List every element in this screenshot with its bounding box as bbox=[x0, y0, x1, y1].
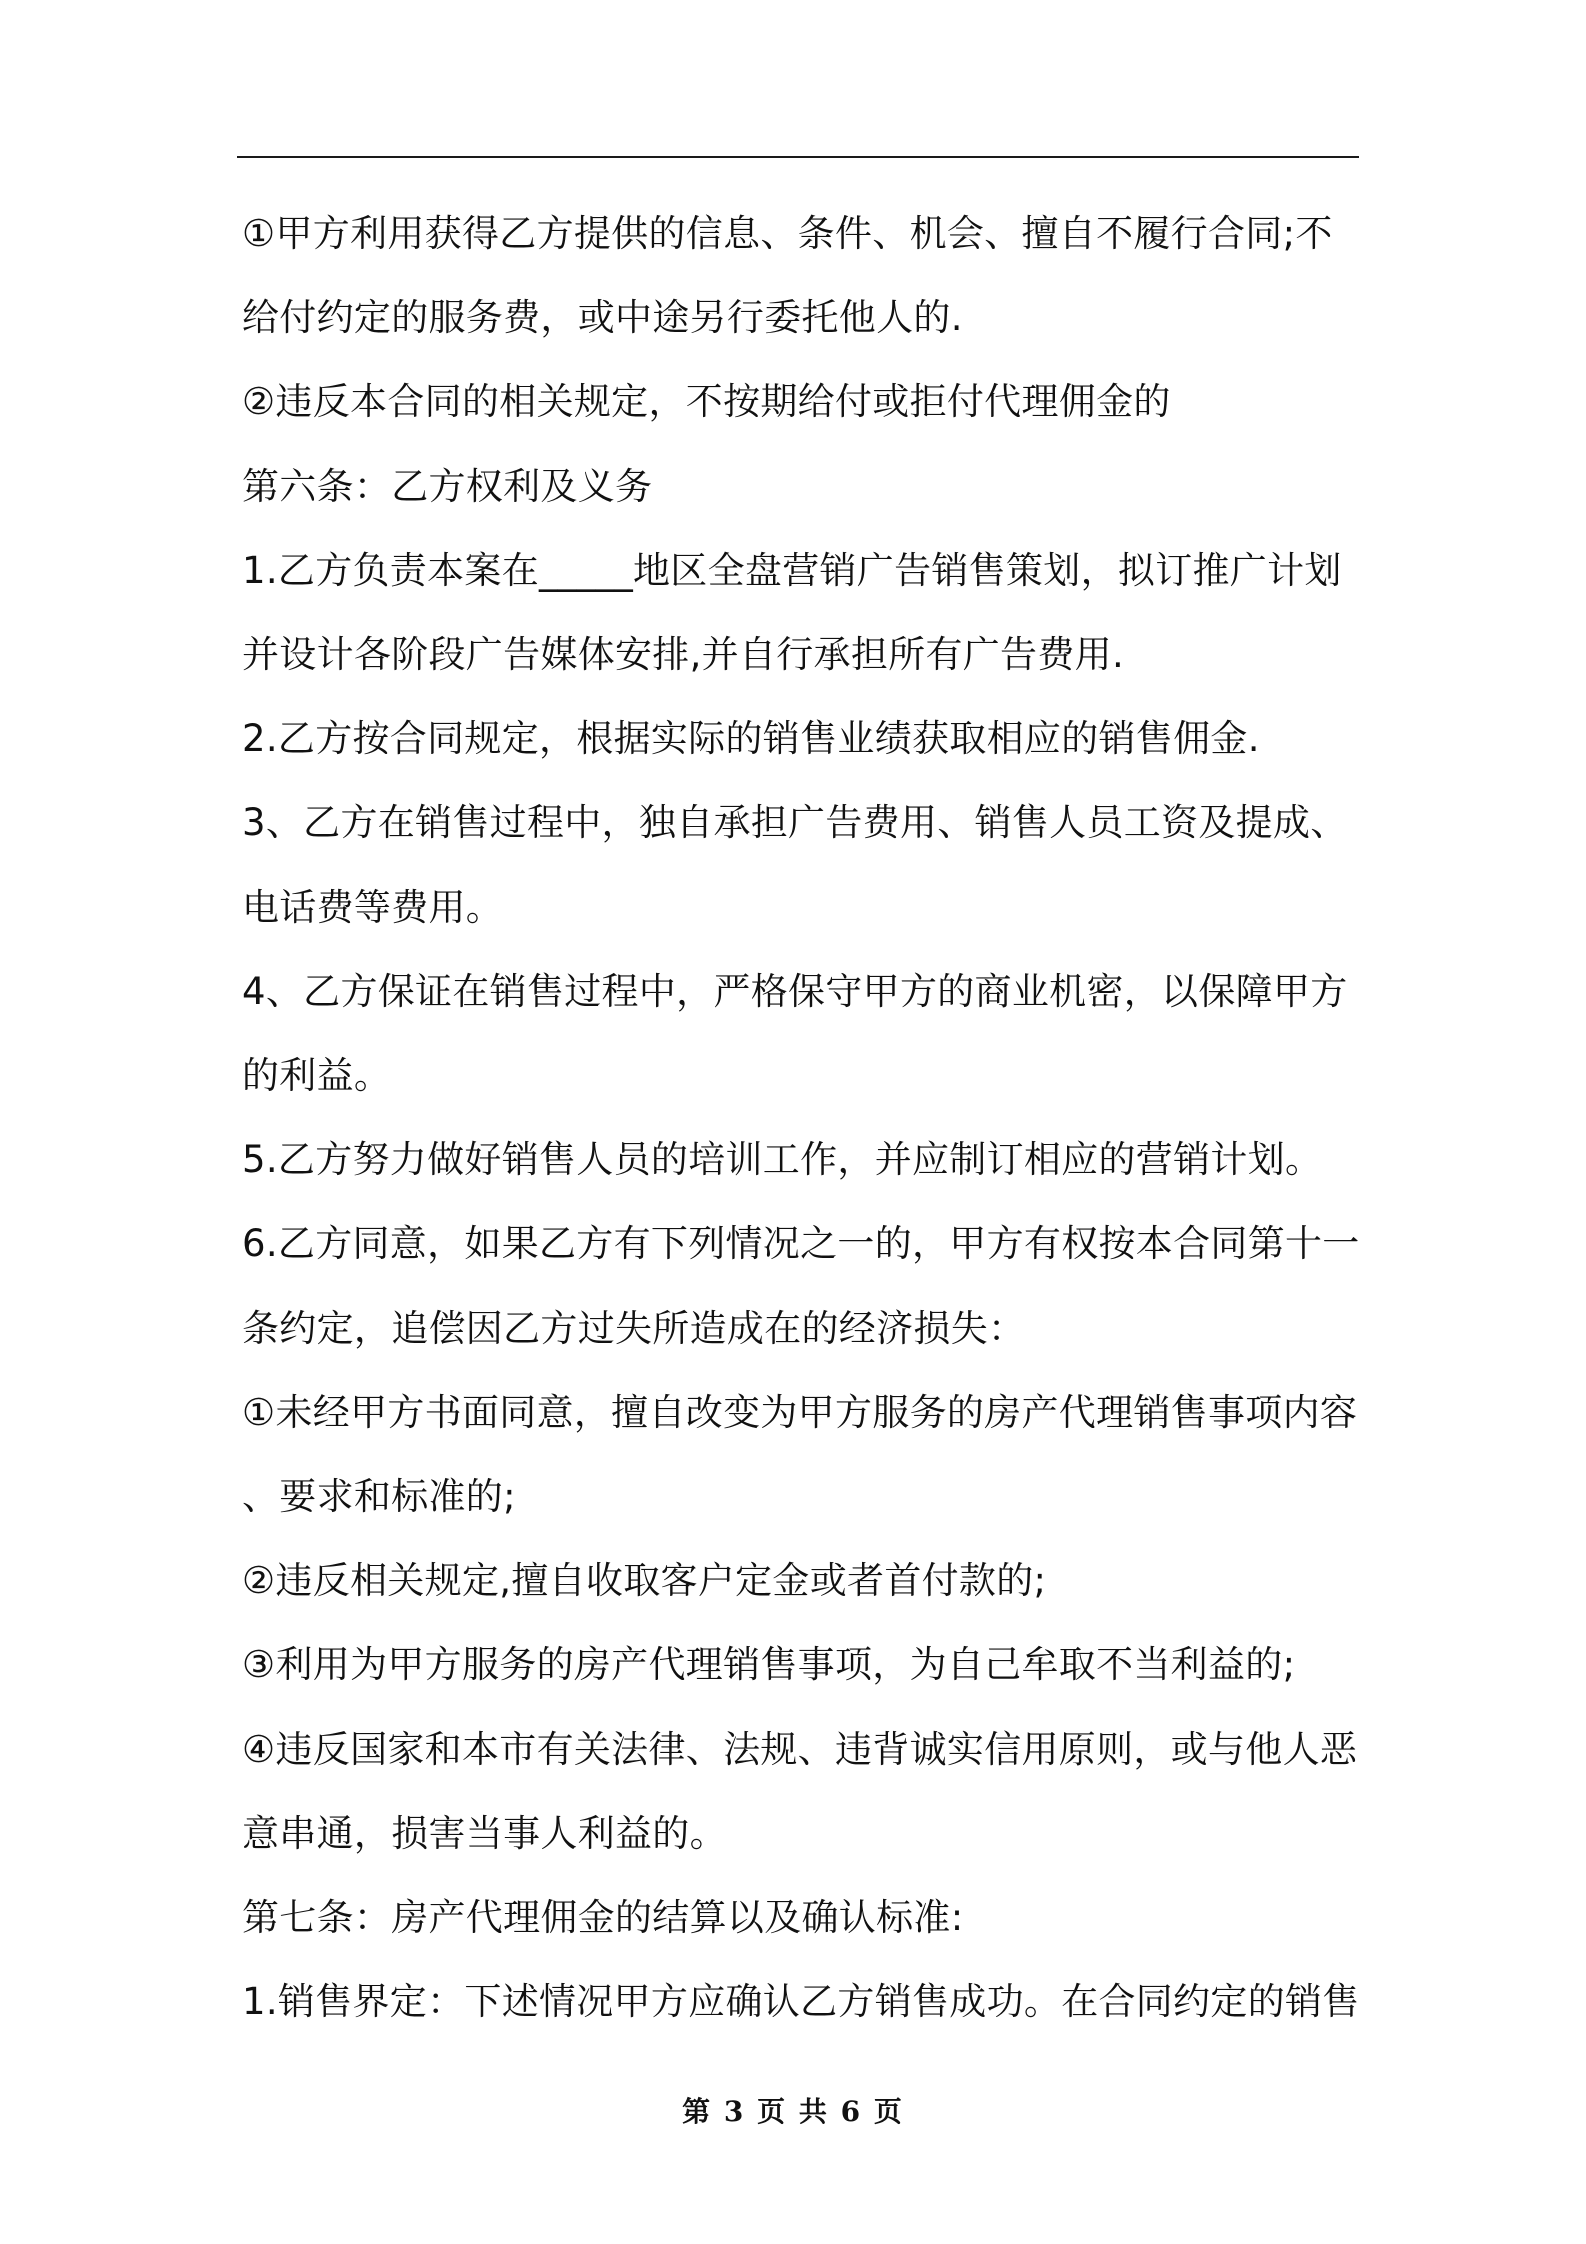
header-rule bbox=[237, 156, 1359, 158]
text-line: 的利益。 bbox=[242, 1054, 392, 1098]
text-line: 6.乙方同意，如果乙方有下列情况之一的，甲方有权按本合同第十一 bbox=[242, 1222, 1360, 1266]
page-number: 第 3 页 共 6 页 bbox=[682, 2095, 904, 2128]
text-line: 并设计各阶段广告媒体安排,并自行承担所有广告费用. bbox=[242, 633, 1125, 677]
text-line: 电话费等费用。 bbox=[242, 885, 504, 929]
text-line: ①甲方利用获得乙方提供的信息、条件、机会、擅自不履行合同;不 bbox=[242, 212, 1333, 255]
text-line: ②违反本合同的相关规定，不按期给付或拒付代理佣金的 bbox=[242, 380, 1171, 424]
section-heading: 第七条：房产代理佣金的结算以及确认标准: bbox=[242, 1896, 964, 1940]
text-line: ①未经甲方书面同意，擅自改变为甲方服务的房产代理销售事项内容 bbox=[242, 1390, 1358, 1434]
text-line: 意串通，损害当事人利益的。 bbox=[242, 1811, 727, 1855]
text-line: 给付约定的服务费，或中途另行委托他人的. bbox=[242, 296, 963, 340]
text-line: 1.销售界定：下述情况甲方应确认乙方销售成功。在合同约定的销售 bbox=[242, 1980, 1360, 2024]
text-line: 3、乙方在销售过程中，独自承担广告费用、销售人员工资及提成、 bbox=[242, 801, 1348, 845]
text-line: 、要求和标准的; bbox=[242, 1475, 516, 1519]
text-line: 4、乙方保证在销售过程中，严格保守甲方的商业机密，以保障甲方 bbox=[242, 969, 1348, 1013]
section-heading: 第六条：乙方权利及义务 bbox=[242, 464, 653, 508]
text-line: 5.乙方努力做好销售人员的培训工作，并应制订相应的营销计划。 bbox=[242, 1138, 1323, 1182]
text-line: 1.乙方负责本案在_____地区全盘营销广告销售策划，拟订推广计划 bbox=[242, 548, 1342, 592]
text-line: ③利用为甲方服务的房产代理销售事项，为自己牟取不当利益的; bbox=[242, 1643, 1296, 1687]
text-line: ④违反国家和本市有关法律、法规、违背诚实信用原则，或与他人恶 bbox=[242, 1727, 1358, 1771]
text-line: 条约定，追偿因乙方过失所造成在的经济损失： bbox=[242, 1306, 1026, 1350]
document-body bbox=[242, 192, 1367, 2044]
text-line: ②违反相关规定,擅自收取客户定金或者首付款的; bbox=[242, 1559, 1047, 1603]
text-line: 2.乙方按合同规定，根据实际的销售业绩获取相应的销售佣金. bbox=[242, 717, 1260, 761]
